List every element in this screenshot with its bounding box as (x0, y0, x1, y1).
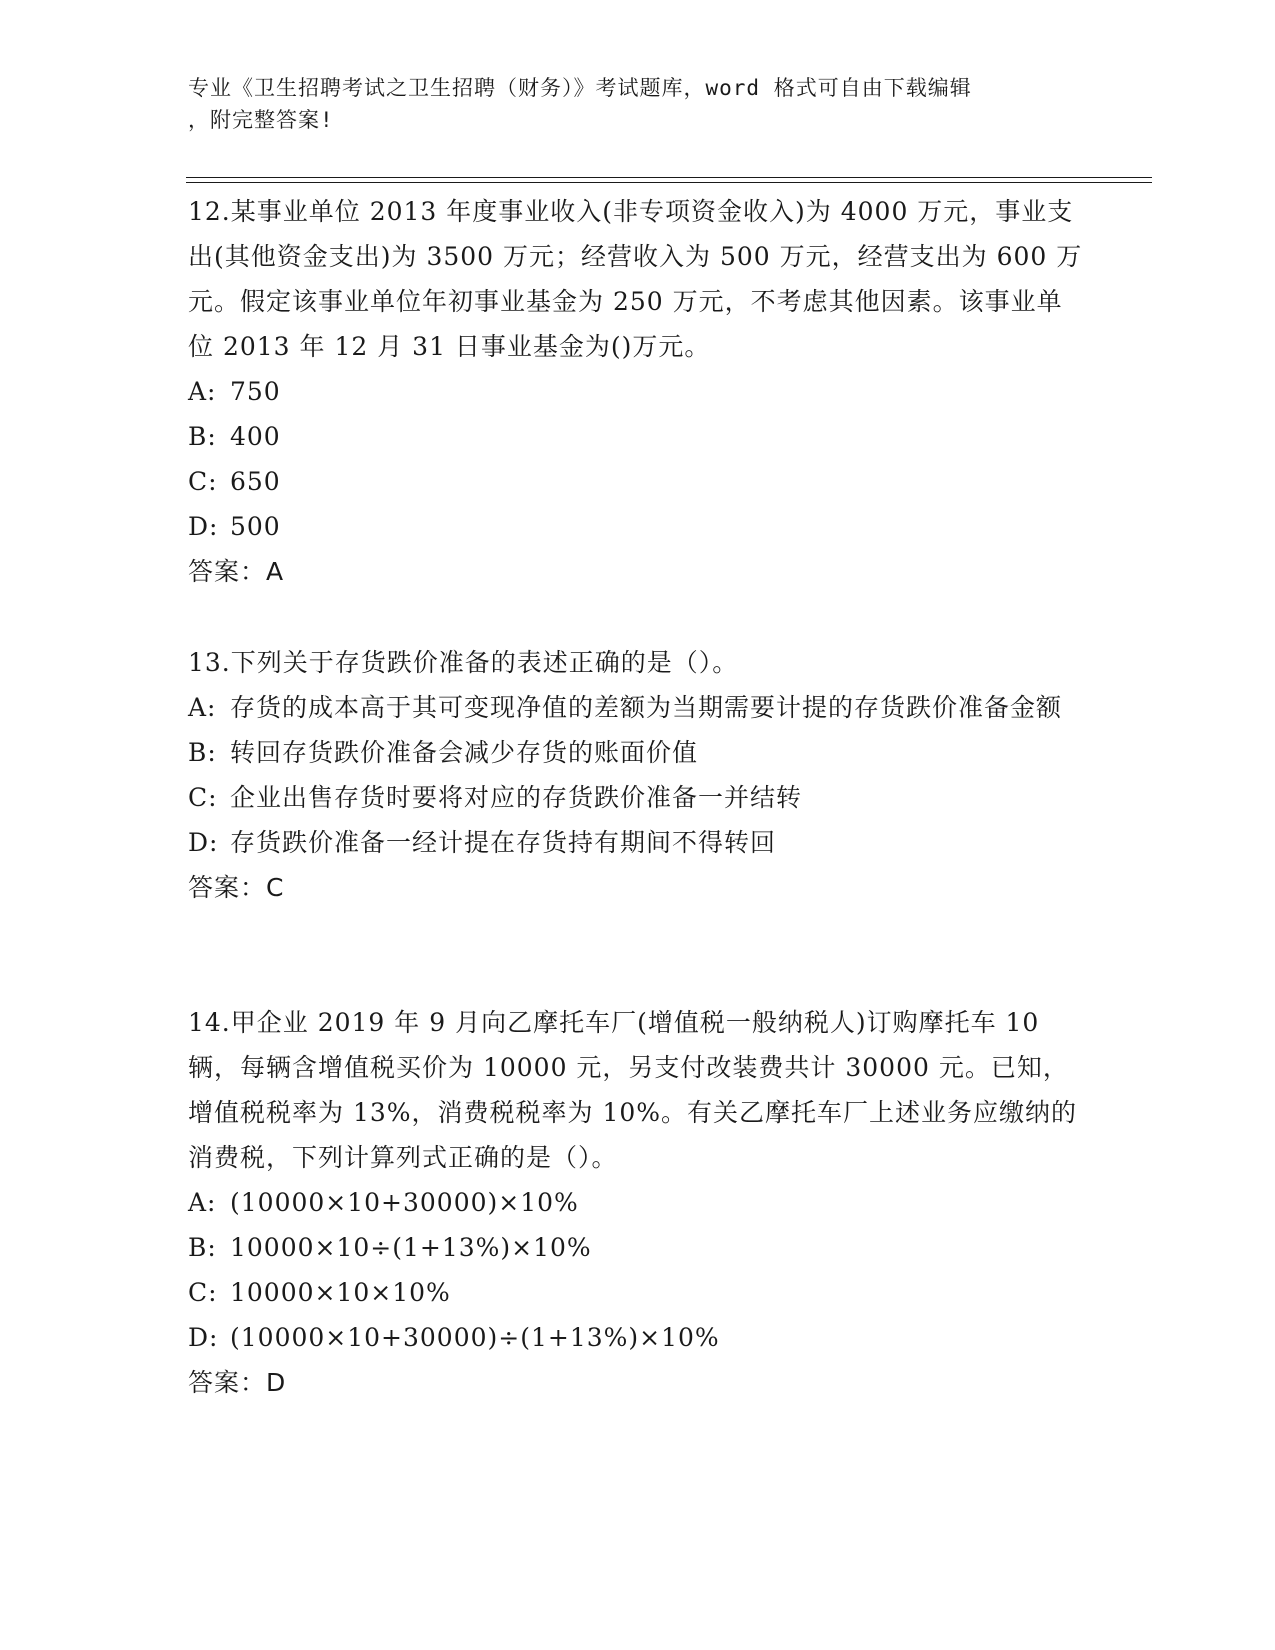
document-header (188, 72, 1068, 136)
option-text: 存货的成本高于其可变现净值的差额为当期需要计提的存货跌价准备金额 (230, 693, 1063, 722)
option-a (188, 369, 1088, 414)
header-line-2: ，附完整答案! (188, 108, 334, 132)
question-stem: 13.下列关于存货跌价准备的表述正确的是（）。 (188, 648, 739, 677)
question-13 (188, 640, 1088, 910)
option-b (188, 414, 1088, 459)
option-label: B: (188, 1233, 217, 1262)
option-text: 10000×10×10% (230, 1278, 451, 1307)
option-text: (10000×10+30000)÷(1+13%)×10% (230, 1323, 720, 1352)
option-d (188, 820, 1088, 865)
option-text: 企业出售存货时要将对应的存货跌价准备一并结转 (230, 783, 803, 812)
option-b (188, 730, 1088, 775)
option-label: A: (188, 377, 217, 406)
answer-line: 答案：D (188, 1368, 287, 1397)
option-text: 750 (230, 377, 281, 406)
option-label: C: (188, 783, 218, 812)
option-a (188, 685, 1088, 730)
option-text: (10000×10+30000)×10% (230, 1188, 579, 1217)
option-text: 10000×10÷(1+13%)×10% (230, 1233, 592, 1262)
option-label: D: (188, 828, 219, 857)
header-divider-top (186, 177, 1152, 178)
question-14 (188, 1000, 1088, 1405)
option-label: D: (188, 512, 219, 541)
option-text: 存货跌价准备一经计提在存货持有期间不得转回 (230, 828, 777, 857)
option-c (188, 775, 1088, 820)
option-c (188, 459, 1088, 504)
option-text: 400 (230, 422, 281, 451)
option-text: 650 (230, 467, 281, 496)
answer-line: 答案：A (188, 557, 285, 586)
option-text: 500 (230, 512, 281, 541)
option-label: C: (188, 467, 218, 496)
option-a (188, 1180, 1088, 1225)
option-d (188, 1315, 1088, 1360)
option-d (188, 504, 1088, 549)
option-label: D: (188, 1323, 219, 1352)
option-label: C: (188, 1278, 218, 1307)
option-label: B: (188, 422, 217, 451)
header-divider-bottom (186, 182, 1152, 183)
question-12 (188, 189, 1088, 594)
option-label: A: (188, 1188, 217, 1217)
option-label: A: (188, 693, 217, 722)
option-label: B: (188, 738, 217, 767)
answer-line: 答案：C (188, 873, 285, 902)
option-c (188, 1270, 1088, 1315)
question-stem: 12.某事业单位 2013 年度事业收入(非专项资金收入)为 4000 万元，事业支出(其他资金支出)为 3500 万元；经营收入为 500 万元，经营支出为 600 万元。假定该事业单位年初事业基金为 250 万元，不考虑其他因素。该事业单位 2013 年 12 月 31 日事业基金为()万元。 (188, 197, 1083, 361)
question-stem: 14.甲企业 2019 年 9 月向乙摩托车厂(增值税一般纳税人)订购摩托车 10 辆，每辆含增值税买价为 10000 元，另支付改装费共计 30000 元。已知，增值税税率为 13%，消费税税率为 10%。有关乙摩托车厂上述业务应缴纳的消费税，下列计算列式正确的是（）。 (188, 1008, 1078, 1172)
option-text: 转回存货跌价准备会减少存货的账面价值 (230, 738, 699, 767)
header-line-1: 专业《卫生招聘考试之卫生招聘（财务）》考试题库，word 格式可自由下载编辑 (188, 76, 972, 100)
option-b (188, 1225, 1088, 1270)
